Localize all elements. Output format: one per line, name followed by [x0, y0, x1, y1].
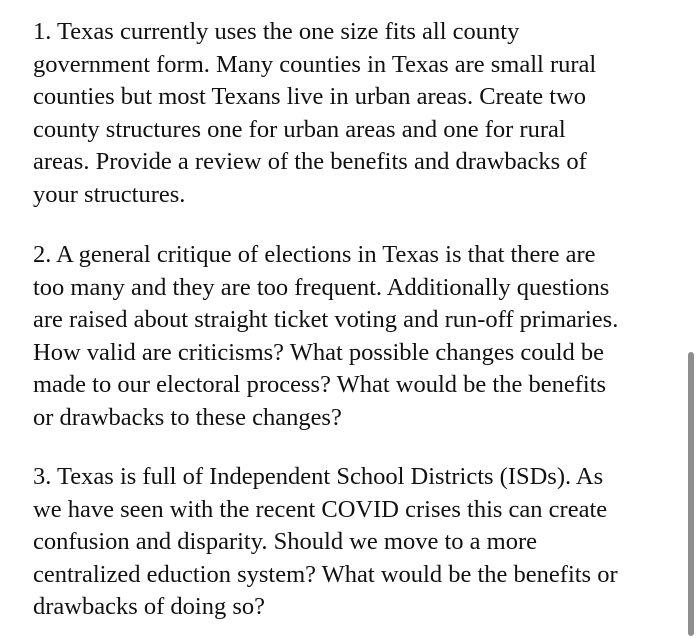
- question-3-line: we have seen with the recent COVID crises this can create: [33, 495, 608, 523]
- question-1-line: your structures.: [33, 180, 186, 208]
- question-2-line: or drawbacks to these changes?: [33, 403, 342, 431]
- question-1-line: government form. Many counties in Texas are small rural: [33, 50, 597, 78]
- question-3-line: confusion and disparity. Should we move to a more: [33, 528, 537, 555]
- question-3-line: 3. Texas is full of Independent School Districts (ISDs). As: [33, 463, 604, 490]
- vertical-scrollbar[interactable]: [688, 352, 694, 636]
- question-2-line: 2. A general critique of elections in Texas is that there are: [33, 241, 596, 268]
- question-1: [33, 16, 596, 211]
- question-1-line: county structures one for urban areas and one for rural: [33, 115, 566, 143]
- question-1-line: areas. Provide a review of the benefits and drawbacks of: [33, 148, 587, 175]
- question-2-line: too many and they are too frequent. Additionally questions: [33, 273, 610, 301]
- question-2-line: made to our electoral process? What would be the benefits: [33, 371, 607, 398]
- question-3-line: centralized eduction system? What would be the benefits or: [33, 560, 618, 588]
- question-1-line: 1. Texas currently uses the one size fits all county: [33, 18, 520, 45]
- question-3-line: drawbacks of doing so?: [33, 593, 266, 620]
- question-2-line: are raised about straight ticket voting and run-off primaries.: [33, 306, 619, 333]
- question-1-line: counties but most Texans live in urban areas. Create two: [33, 83, 587, 110]
- question-2-line: How valid are criticisms? What possible changes could be: [33, 338, 605, 366]
- question-3: [33, 461, 618, 624]
- question-2: [33, 239, 618, 434]
